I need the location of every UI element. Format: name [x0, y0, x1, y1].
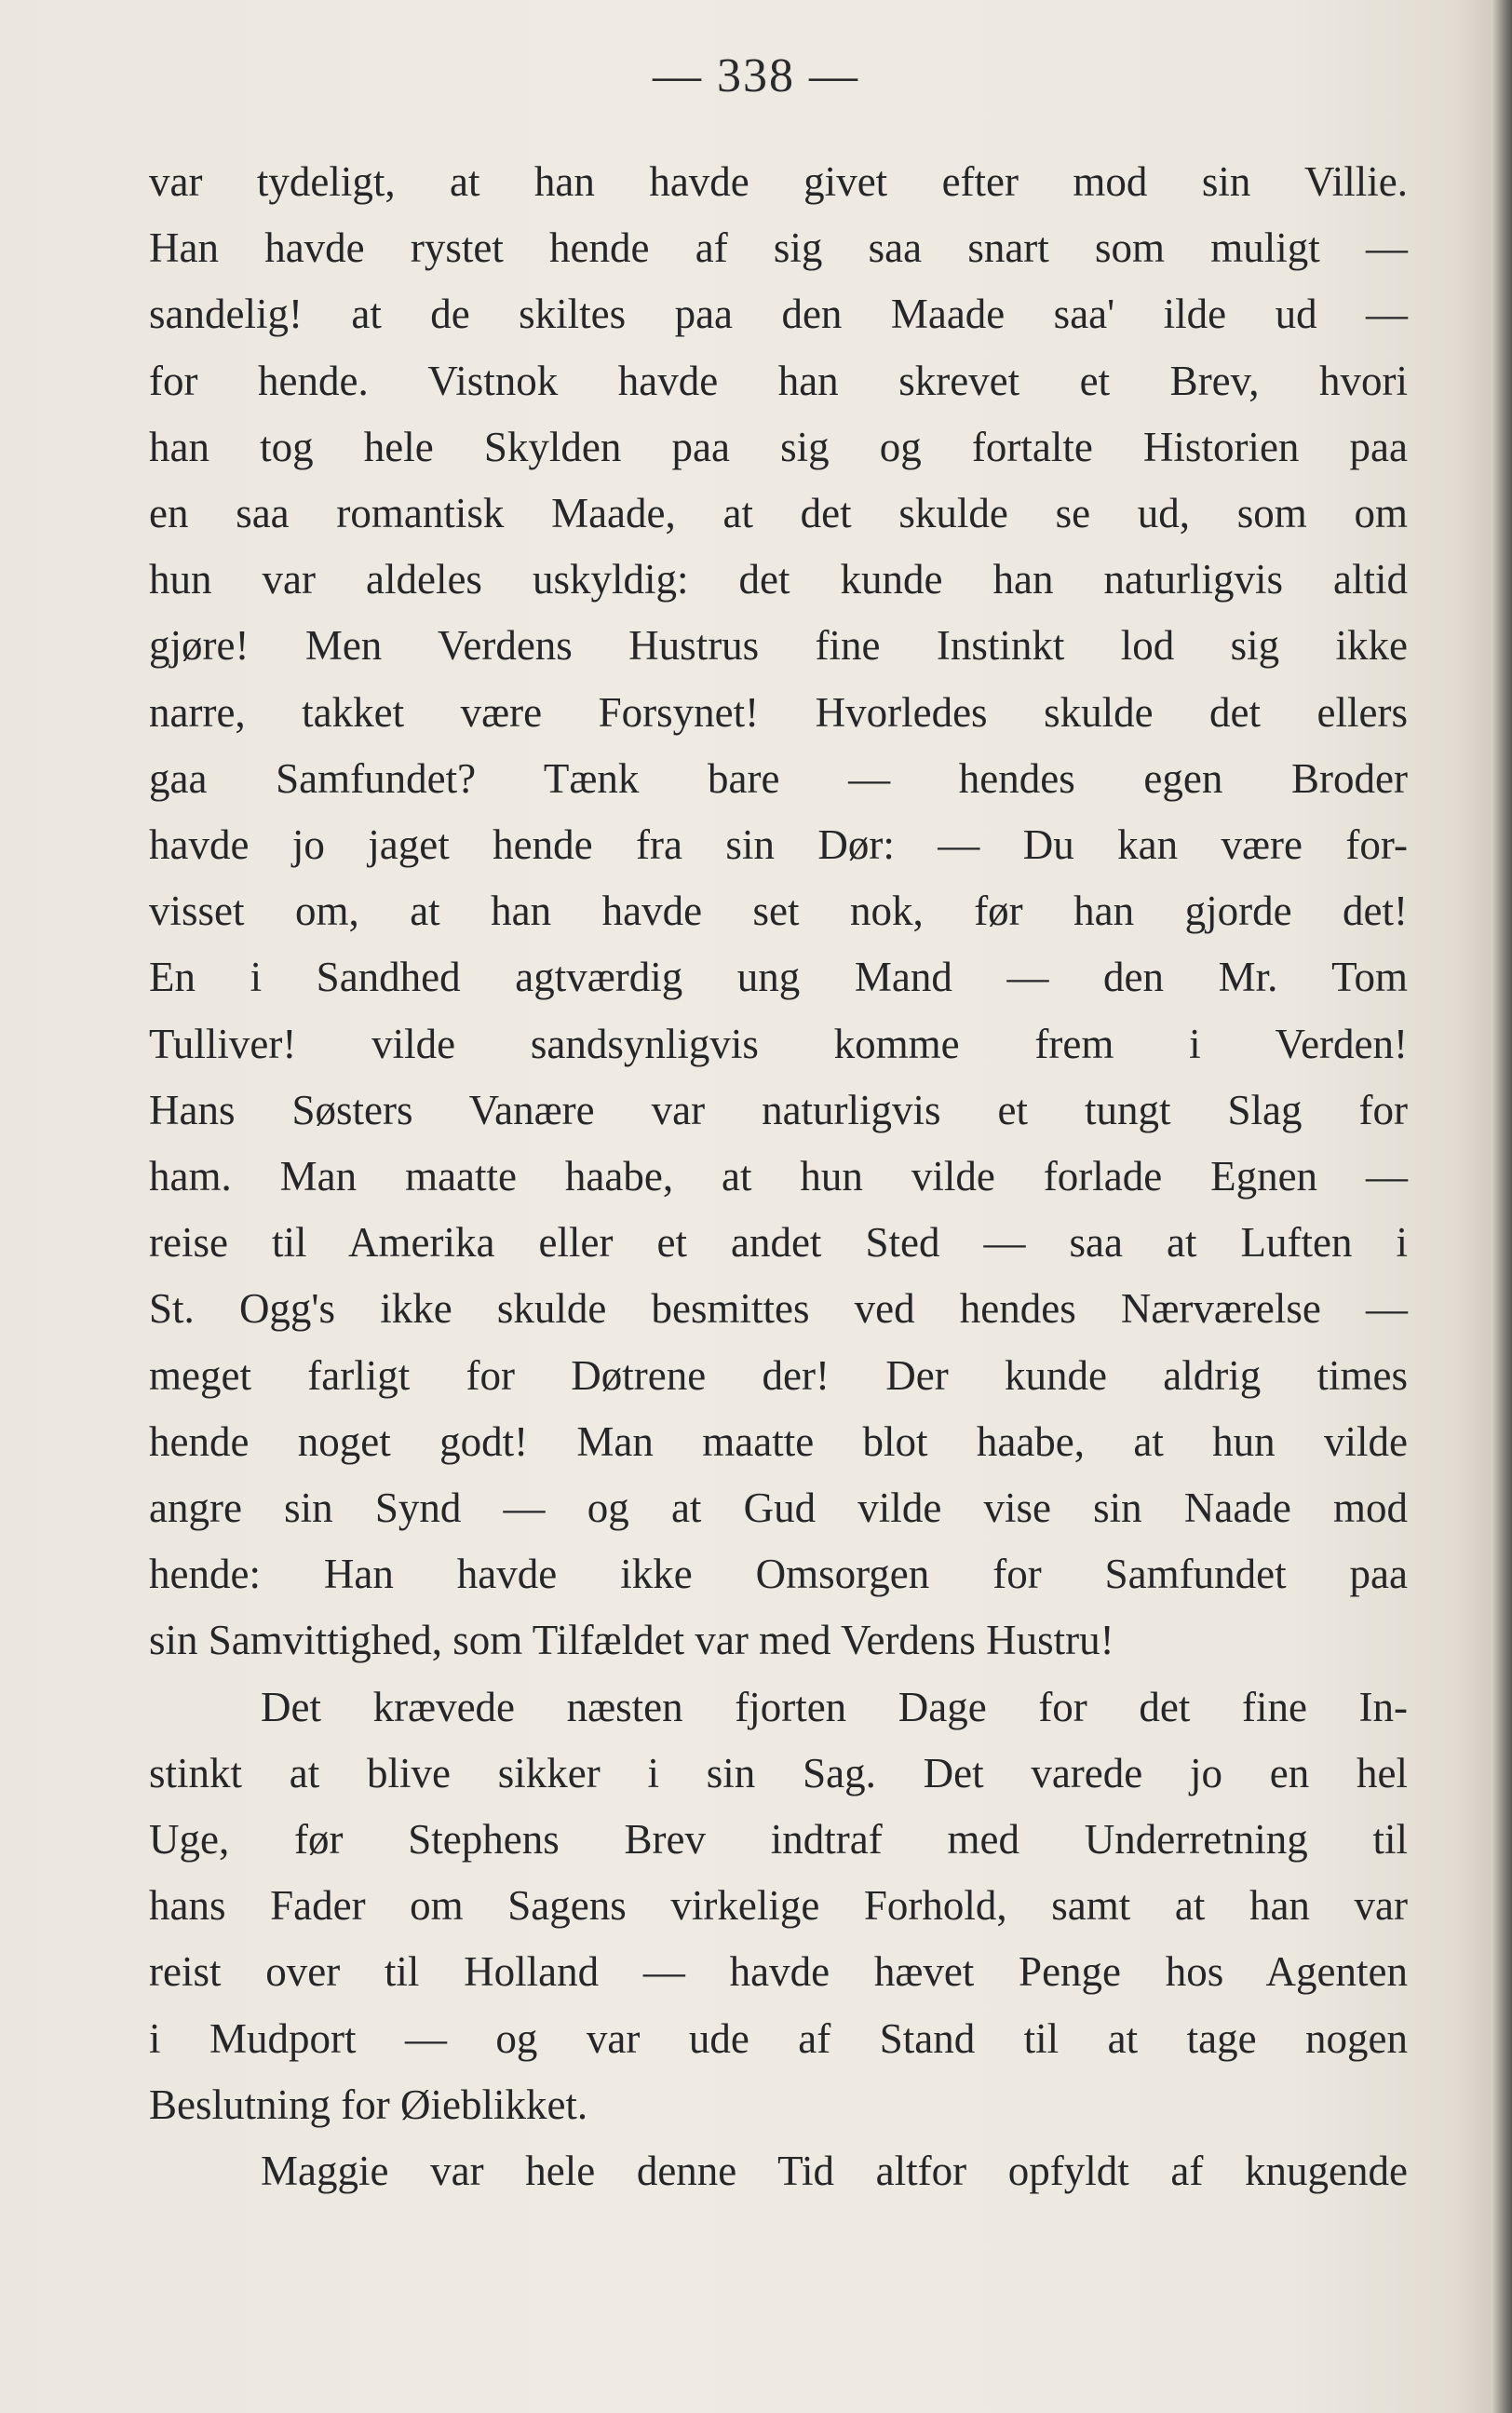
text-line: meget farligt for Døtrene der! Der kunde aldrig times	[149, 1351, 1408, 1399]
text-line: stinkt at blive sikker i sin Sag. Det varede jo en hel	[149, 1749, 1408, 1796]
text-line: reise til Amerika eller et andet Sted — saa at Luften i	[149, 1219, 1408, 1267]
text-line: hun var aldeles uskyldig: det kunde han naturligvis altid	[149, 556, 1408, 603]
text-line: var tydeligt, at han havde givet efter mod sin Villie.	[149, 158, 1408, 205]
text-line: visset om, at han havde set nok, før han gjorde det!	[149, 888, 1408, 935]
text-line: Uge, før Stephens Brev indtraf med Underretning til	[149, 1816, 1408, 1864]
text-line: St. Ogg's ikke skulde besmittes ved hendes Nærværelse —	[149, 1285, 1408, 1333]
text-line: hende noget godt! Man maatte blot haabe, at hun vilde	[149, 1417, 1408, 1465]
text-line: gaa Samfundet? Tænk bare — hendes egen Broder	[149, 754, 1408, 802]
text-line: ham. Man maatte haabe, at hun vilde forlade Egnen —	[149, 1153, 1408, 1200]
paragraph-first-line: Det krævede næsten fjorten Dage for det fine In-	[261, 1683, 1408, 1730]
text-line: gjøre! Men Verdens Hustrus fine Instinkt lod sig ikke	[149, 622, 1408, 670]
text-line: hende: Han havde ikke Omsorgen for Samfundet paa	[149, 1551, 1408, 1598]
text-line: han tog hele Skylden paa sig og fortalte Historien paa	[149, 423, 1408, 470]
text-line: narre, takket være Forsynet! Hvorledes skulde det ellers	[149, 688, 1408, 736]
page-number: — 338 —	[653, 49, 859, 102]
text-line: sin Samvittighed, som Tilfældet var med Verdens Hustru!	[149, 1617, 1114, 1664]
text-line: Tulliver! vilde sandsynligvis komme frem i Verden!	[149, 1020, 1408, 1067]
text-line: reist over til Holland — havde hævet Penge hos Agenten	[149, 1948, 1408, 1996]
text-line: en saa romantisk Maade, at det skulde se ud, som om	[149, 490, 1408, 537]
text-line: i Mudport — og var ude af Stand til at tage nogen	[149, 2014, 1408, 2062]
text-line: for hende. Vistnok havde han skrevet et Brev, hvori	[149, 357, 1408, 404]
paragraph-first-line: Maggie var hele denne Tid altfor opfyldt af knugende	[261, 2148, 1408, 2195]
text-line: angre sin Synd — og at Gud vilde vise sin Naade mod	[149, 1484, 1408, 1532]
text-line: Han havde rystet hende af sig saa snart som muligt —	[149, 224, 1408, 272]
text-line: En i Sandhed agtværdig ung Mand — den Mr. Tom	[149, 954, 1408, 1001]
text-line: havde jo jaget hende fra sin Dør: — Du kan være for-	[149, 821, 1408, 869]
text-line: Beslutning for Øieblikket.	[149, 2081, 588, 2128]
text-line: sandelig! at de skiltes paa den Maade saa' ilde ud —	[149, 291, 1408, 338]
text-line: Hans Søsters Vanære var naturligvis et tungt Slag for	[149, 1086, 1408, 1133]
text-line: hans Fader om Sagens virkelige Forhold, samt at han var	[149, 1882, 1408, 1930]
body-text	[149, 149, 1408, 2204]
page-edge-shadow	[1492, 0, 1512, 2413]
